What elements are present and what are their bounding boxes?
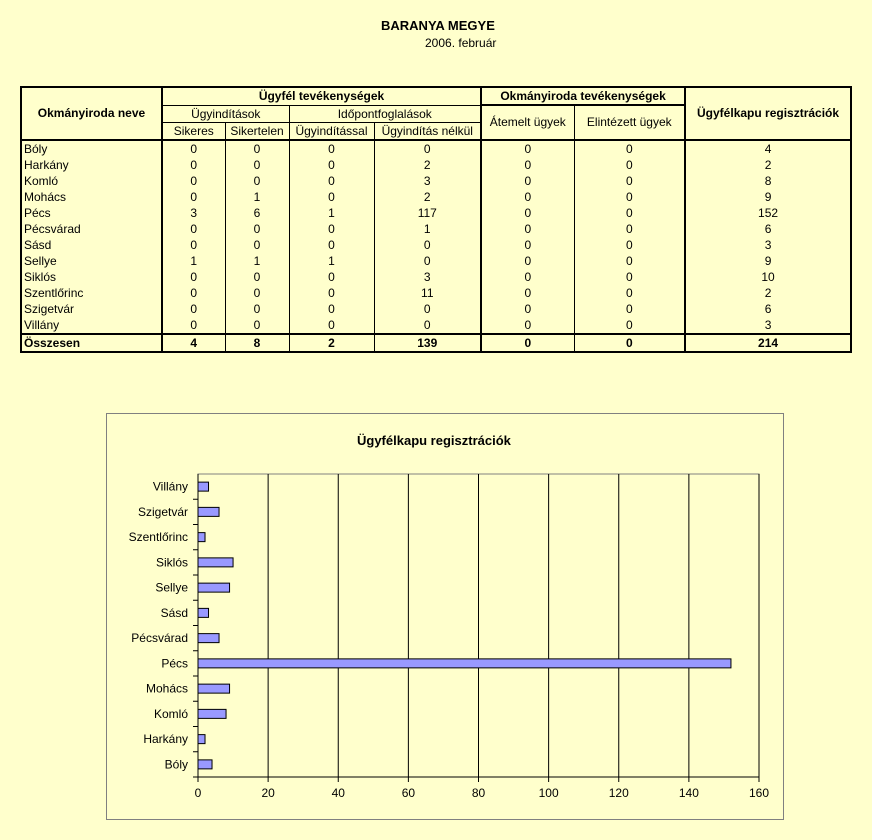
office-name-cell: Villány	[24, 317, 60, 332]
value-cell: 0	[574, 301, 685, 317]
x-tick-label: 0	[194, 786, 202, 800]
bar	[198, 634, 219, 643]
value-cell: 1	[225, 253, 289, 269]
y-tick-label: Sásd	[160, 605, 188, 620]
value-cell: 0	[574, 140, 685, 157]
y-tick-label: Villány	[152, 479, 188, 494]
value-cell: 0	[225, 301, 289, 317]
value-cell: 1	[289, 253, 374, 269]
col-header-fail: Sikertelen	[225, 122, 289, 140]
y-tick-label: Szentlőrinc	[128, 530, 188, 545]
value-cell: 0	[481, 221, 574, 237]
table-row	[21, 285, 851, 301]
office-name-cell: Szigetvár	[24, 301, 75, 316]
value-cell: 0	[374, 253, 481, 269]
value-cell: 6	[685, 221, 851, 237]
x-tick-label: 100	[538, 786, 559, 800]
value-cell: 0	[289, 237, 374, 253]
table-body	[21, 140, 851, 352]
table-row	[21, 317, 851, 334]
x-tick-label: 140	[678, 786, 699, 800]
bar	[198, 482, 209, 491]
report-title: BARANYA MEGYE	[381, 18, 495, 33]
value-cell: 1	[289, 205, 374, 221]
bar	[198, 507, 219, 516]
value-cell: 0	[289, 317, 374, 334]
value-cell: 214	[685, 334, 851, 352]
value-cell: 0	[574, 205, 685, 221]
value-cell: 0	[574, 269, 685, 285]
x-tick-label: 80	[471, 786, 486, 800]
value-cell: 0	[481, 205, 574, 221]
table-row	[21, 237, 851, 253]
value-cell: 3	[374, 269, 481, 285]
value-cell: 0	[225, 173, 289, 189]
table-total-row	[21, 334, 851, 352]
office-name-cell: Összesen	[21, 334, 162, 352]
office-name-cell: Mohács	[24, 189, 67, 204]
value-cell: 2	[374, 189, 481, 205]
value-cell: 0	[162, 157, 225, 173]
value-cell: 0	[289, 301, 374, 317]
value-cell: 0	[289, 157, 374, 173]
col-header-office-name: Okmányiroda neve	[21, 87, 162, 140]
x-tick-label: 60	[401, 786, 416, 800]
y-tick-label: Szigetvár	[137, 504, 188, 519]
value-cell: 0	[574, 173, 685, 189]
value-cell: 0	[162, 317, 225, 334]
value-cell: 0	[162, 140, 225, 157]
col-header-without-init: Ügyindítás nélkül	[374, 122, 481, 140]
value-cell: 0	[225, 269, 289, 285]
office-name-cell: Siklós	[24, 269, 57, 284]
value-cell: 4	[162, 334, 225, 352]
value-cell: 3	[162, 205, 225, 221]
value-cell: 0	[481, 157, 574, 173]
x-tick-label: 40	[331, 786, 345, 800]
value-cell: 0	[574, 189, 685, 205]
value-cell: 6	[685, 301, 851, 317]
value-cell: 0	[162, 301, 225, 317]
col-header-success: Sikeres	[162, 122, 225, 140]
value-cell: 1	[374, 221, 481, 237]
office-name-cell: Sellye	[24, 253, 57, 268]
value-cell: 0	[374, 140, 481, 157]
office-name-cell: Pécsvárad	[24, 221, 81, 236]
value-cell: 9	[685, 253, 851, 269]
value-cell: 3	[374, 173, 481, 189]
value-cell: 0	[162, 237, 225, 253]
value-cell: 0	[574, 237, 685, 253]
value-cell: 8	[685, 173, 851, 189]
x-tick-label: 160	[748, 786, 770, 800]
office-name-cell: Szentlőrinc	[24, 285, 84, 300]
office-name-cell: Komló	[24, 173, 59, 188]
bar	[198, 709, 226, 718]
report-table	[20, 86, 852, 353]
bar	[198, 735, 205, 744]
value-cell: 0	[574, 221, 685, 237]
x-tick-label: 120	[608, 786, 629, 800]
value-cell: 2	[685, 285, 851, 301]
value-cell: 0	[481, 334, 574, 352]
value-cell: 6	[225, 205, 289, 221]
y-tick-label: Komló	[153, 706, 188, 721]
value-cell: 2	[289, 334, 374, 352]
value-cell: 2	[685, 157, 851, 173]
chart-title: Ügyfélkapu regisztrációk	[357, 433, 511, 448]
value-cell: 0	[574, 334, 685, 352]
value-cell: 10	[685, 269, 851, 285]
value-cell: 0	[481, 317, 574, 334]
office-name-cell: Harkány	[24, 157, 69, 172]
value-cell: 0	[481, 237, 574, 253]
value-cell: 3	[685, 317, 851, 334]
value-cell: 0	[574, 317, 685, 334]
value-cell: 0	[162, 269, 225, 285]
value-cell: 0	[289, 221, 374, 237]
value-cell: 1	[162, 253, 225, 269]
value-cell: 0	[481, 301, 574, 317]
x-tick-label: 20	[261, 786, 275, 800]
value-cell: 139	[374, 334, 481, 352]
col-header-portal-registrations: Ügyfélkapu regisztrációk	[685, 87, 851, 140]
value-cell: 0	[225, 237, 289, 253]
bar	[198, 558, 233, 567]
bar	[198, 533, 205, 542]
table-row	[21, 189, 851, 205]
y-tick-label: Mohács	[145, 681, 188, 696]
value-cell: 3	[685, 237, 851, 253]
value-cell: 0	[574, 253, 685, 269]
y-tick-label: Pécs	[161, 656, 188, 671]
value-cell: 0	[574, 285, 685, 301]
value-cell: 0	[574, 157, 685, 173]
office-name-cell: Pécs	[24, 205, 51, 220]
value-cell: 1	[225, 189, 289, 205]
office-name-cell: Sásd	[24, 237, 52, 252]
value-cell: 11	[374, 285, 481, 301]
value-cell: 0	[374, 301, 481, 317]
value-cell: 0	[162, 285, 225, 301]
y-tick-label: Bóly	[164, 757, 188, 772]
value-cell: 0	[225, 221, 289, 237]
value-cell: 0	[162, 173, 225, 189]
chart-panel	[106, 413, 784, 820]
bar	[198, 659, 731, 668]
value-cell: 2	[374, 157, 481, 173]
value-cell: 0	[225, 285, 289, 301]
value-cell: 0	[481, 269, 574, 285]
bar	[198, 760, 212, 769]
value-cell: 117	[374, 205, 481, 221]
bar	[198, 608, 209, 617]
value-cell: 0	[481, 285, 574, 301]
table-row	[21, 221, 851, 237]
col-header-transferred: Átemelt ügyek	[481, 105, 574, 140]
value-cell: 152	[685, 205, 851, 221]
value-cell: 8	[225, 334, 289, 352]
y-tick-label: Siklós	[155, 555, 188, 570]
value-cell: 9	[685, 189, 851, 205]
value-cell: 0	[225, 317, 289, 334]
report-subtitle: 2006. február	[425, 36, 497, 50]
value-cell: 0	[481, 173, 574, 189]
value-cell: 0	[289, 140, 374, 157]
y-tick-label: Pécsvárad	[131, 631, 188, 646]
value-cell: 0	[481, 140, 574, 157]
col-header-completed: Elintézett ügyek	[574, 105, 685, 140]
col-header-with-init: Ügyindítással	[289, 122, 374, 140]
value-cell: 0	[289, 269, 374, 285]
table-row	[21, 253, 851, 269]
subgroup-header-initiations: Ügyindítások	[162, 105, 289, 122]
value-cell: 0	[225, 140, 289, 157]
value-cell: 0	[162, 221, 225, 237]
value-cell: 0	[481, 189, 574, 205]
value-cell: 0	[289, 173, 374, 189]
office-name-cell: Bóly	[24, 141, 48, 156]
bar	[198, 583, 230, 592]
value-cell: 0	[225, 157, 289, 173]
y-tick-label: Harkány	[143, 732, 188, 747]
value-cell: 0	[374, 317, 481, 334]
group-header-client-activities: Ügyfél tevékenységek	[162, 87, 481, 105]
value-cell: 0	[289, 189, 374, 205]
value-cell: 0	[289, 285, 374, 301]
value-cell: 0	[481, 253, 574, 269]
table-row	[21, 301, 851, 317]
table-row	[21, 269, 851, 285]
value-cell: 0	[374, 237, 481, 253]
group-header-office-activities: Okmányiroda tevékenységek	[481, 87, 685, 105]
table-row	[21, 205, 851, 221]
table-row	[21, 173, 851, 189]
value-cell: 4	[685, 140, 851, 157]
bar	[198, 684, 230, 693]
y-tick-label: Sellye	[155, 580, 188, 595]
bar-chart	[107, 414, 785, 821]
value-cell: 0	[162, 189, 225, 205]
subgroup-header-appointments: Időpontfoglalások	[289, 105, 481, 122]
table-row	[21, 157, 851, 173]
table-row	[21, 140, 851, 157]
